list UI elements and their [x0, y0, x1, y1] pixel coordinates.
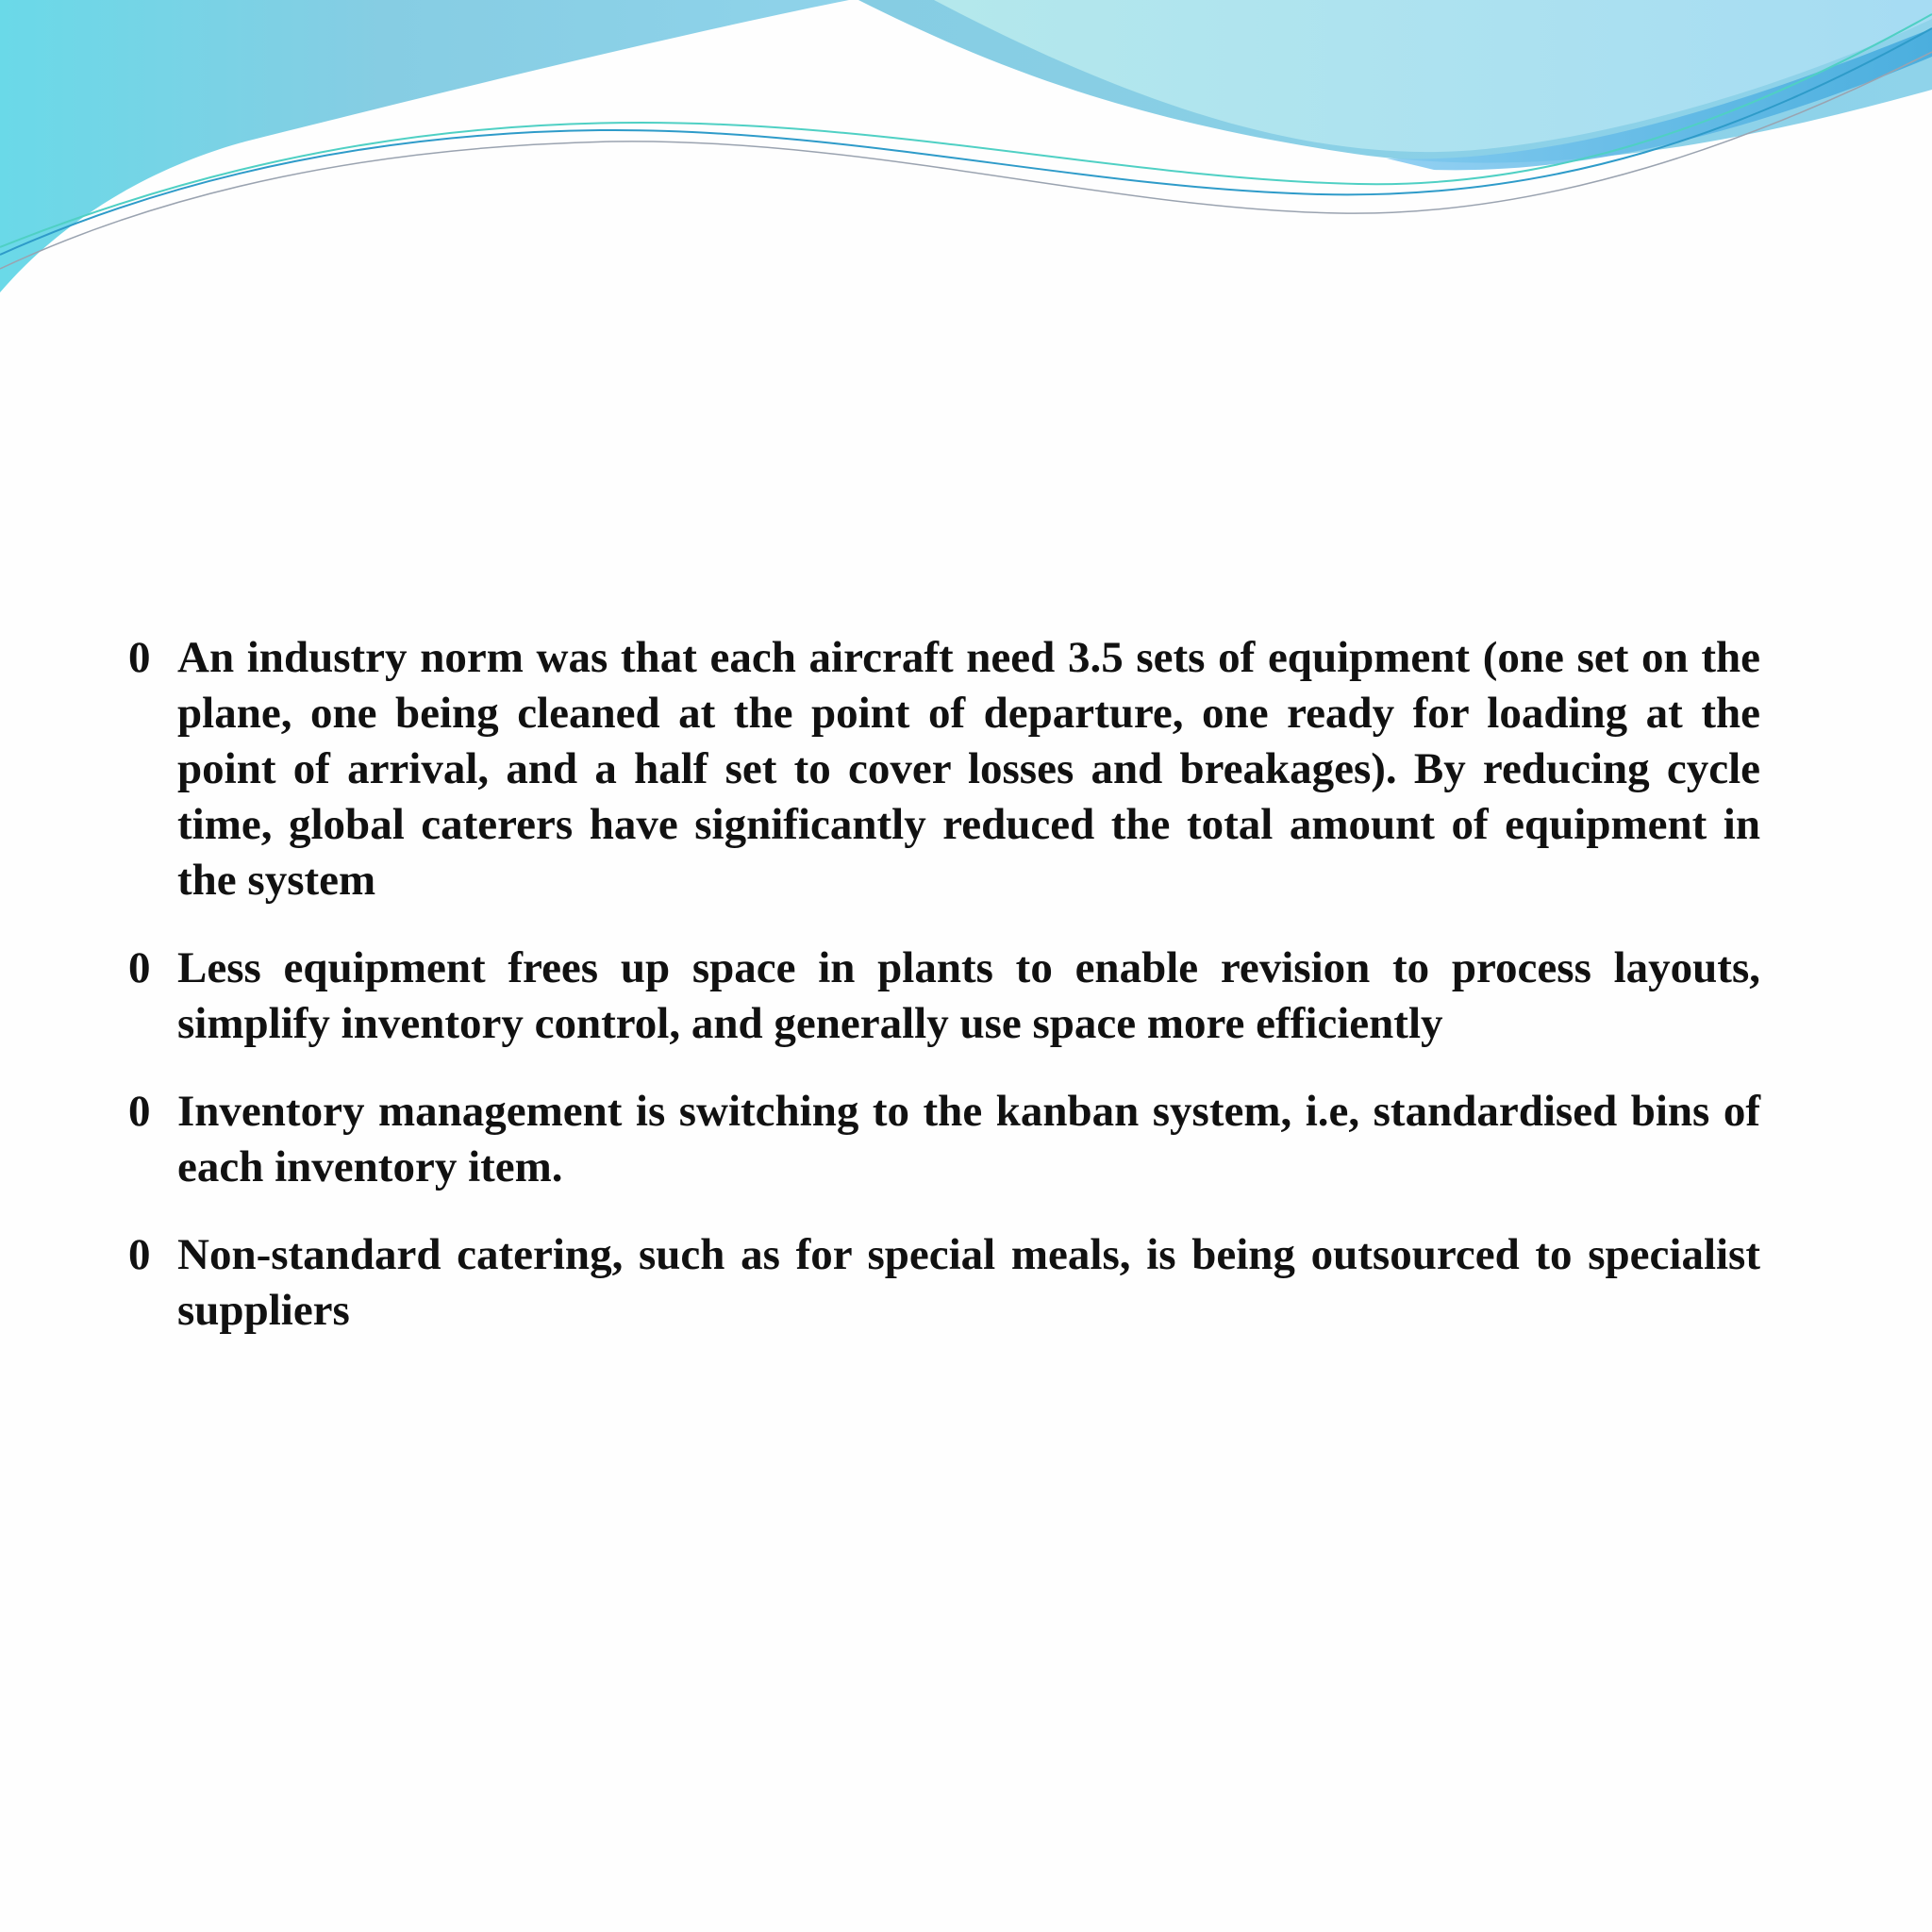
bullet-list	[128, 630, 1760, 1371]
bullet-text: Non-standard catering, such as for special meals, is being outsourced to specialist suppliers	[177, 1230, 1760, 1335]
bullet-marker: 0	[128, 943, 151, 992]
bullet-marker: 0	[128, 633, 151, 682]
decorative-wave-header	[0, 0, 1932, 302]
bullet-marker: 0	[128, 1230, 151, 1279]
bullet-item	[128, 941, 1760, 1052]
bullet-item	[128, 1084, 1760, 1195]
bullet-text: Less equipment frees up space in plants to enable revision to process layouts, simplify inventory control, and generally use space more efficiently	[177, 943, 1760, 1048]
bullet-item	[128, 1227, 1760, 1339]
bullet-text: Inventory management is switching to the kanban system, i.e, standardised bins of each inventory item.	[177, 1087, 1760, 1191]
bullet-text: An industry norm was that each aircraft need 3.5 sets of equipment (one set on the plane, one being cleaned at the point of departure, one ready for loading at the point of arrival, and a half set to cover losses and breakages). By reducing cycle time, global caterers have significantly reduced the total amount of equipment in the system	[177, 633, 1760, 905]
bullet-marker: 0	[128, 1087, 151, 1136]
bullet-item	[128, 630, 1760, 908]
